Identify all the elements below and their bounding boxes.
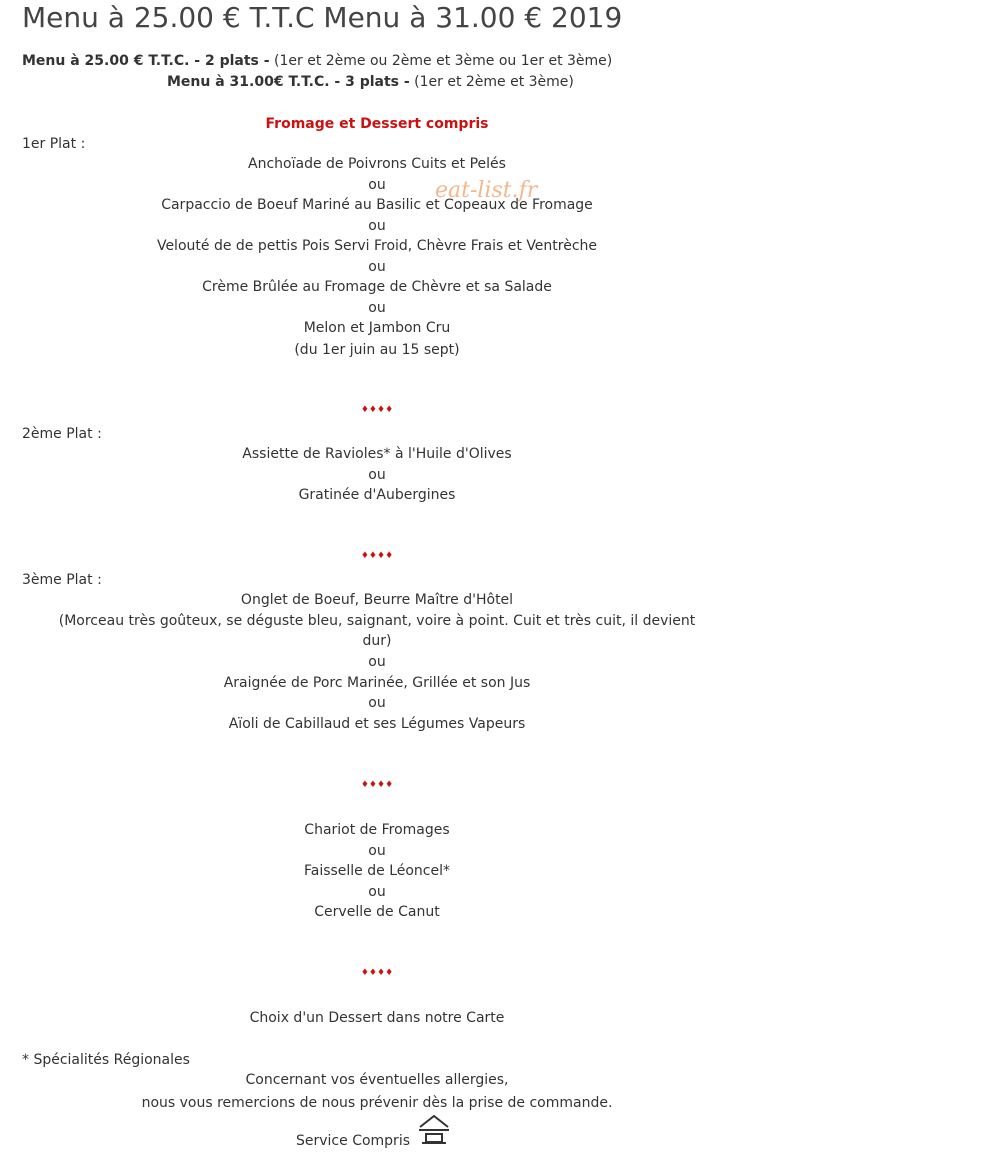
plat1-note: (du 1er juin au 15 sept) bbox=[294, 342, 460, 358]
or-text: ou bbox=[368, 654, 386, 670]
plat1-item: Anchoïade de Poivrons Cuits et Pelés bbox=[248, 156, 506, 172]
menu-31-price: Menu à 31.00€ T.T.C. - 3 plats - bbox=[167, 74, 410, 90]
plat1-label: 1er Plat : bbox=[22, 136, 86, 152]
or-text: ou bbox=[368, 843, 386, 859]
or-text: ou bbox=[368, 300, 386, 316]
specialites-note: * Spécialités Régionales bbox=[22, 1052, 190, 1068]
separator-diamonds: ♦♦♦♦ bbox=[360, 780, 394, 790]
watermark: eat-list.fr bbox=[435, 178, 538, 203]
or-text: ou bbox=[368, 467, 386, 483]
allergies-line: nous vous remercions de nous prévenir dès la prise de commande. bbox=[141, 1095, 613, 1111]
menu-31-line bbox=[167, 72, 574, 92]
plat2-item: Gratinée d'Aubergines bbox=[298, 487, 456, 503]
cheese-item: Chariot de Fromages bbox=[304, 822, 450, 838]
service-compris: Service Compris bbox=[296, 1133, 410, 1149]
dessert-text: Choix d'un Dessert dans notre Carte bbox=[249, 1010, 505, 1026]
page-title: Menu à 25.00 € T.T.C Menu à 31.00 € 2019 bbox=[22, 1, 623, 34]
plat3-note: (Morceau très goûteux, se déguste bleu, saignant, voire à point. Cuit et très cuit, il devient bbox=[58, 613, 696, 629]
plat1-item: Velouté de de pettis Pois Servi Froid, Chèvre Frais et Ventrèche bbox=[156, 238, 598, 254]
plat3-item: Aïoli de Cabillaud et ses Légumes Vapeurs bbox=[228, 716, 526, 732]
or-text: ou bbox=[368, 218, 386, 234]
or-text: ou bbox=[368, 259, 386, 275]
separator-diamonds: ♦♦♦♦ bbox=[360, 551, 394, 561]
separator-diamonds: ♦♦♦♦ bbox=[360, 968, 394, 978]
menu-25-details: (1er et 2ème ou 2ème et 3ème ou 1er et 3ème) bbox=[269, 53, 613, 69]
plat1-item: Melon et Jambon Cru bbox=[303, 320, 451, 336]
plat3-item: Onglet de Boeuf, Beurre Maître d'Hôtel bbox=[240, 592, 514, 608]
cheese-item: Cervelle de Canut bbox=[314, 904, 440, 920]
separator-diamonds: ♦♦♦♦ bbox=[360, 405, 394, 415]
allergies-line: Concernant vos éventuelles allergies, bbox=[245, 1072, 509, 1088]
or-text: ou bbox=[368, 177, 386, 193]
plat3-note: dur) bbox=[362, 633, 392, 649]
house-logo-icon bbox=[416, 1113, 452, 1145]
cheese-item: Faisselle de Léoncel* bbox=[303, 863, 451, 879]
plat2-item: Assiette de Ravioles* à l'Huile d'Olives bbox=[242, 446, 512, 462]
menu-25-price: Menu à 25.00 € T.T.C. - 2 plats - bbox=[22, 53, 270, 69]
menu-31-details: (1er et 2ème et 3ème) bbox=[409, 74, 574, 90]
menu-25-line bbox=[22, 51, 612, 71]
plat1-item: Carpaccio de Boeuf Mariné au Basilic et Copeaux de Fromage bbox=[161, 197, 593, 213]
plat2-label: 2ème Plat : bbox=[22, 426, 102, 442]
or-text: ou bbox=[368, 695, 386, 711]
plat3-label: 3ème Plat : bbox=[22, 572, 102, 588]
or-text: ou bbox=[368, 884, 386, 900]
plat3-item: Araignée de Porc Marinée, Grillée et son Jus bbox=[223, 675, 531, 691]
included-note: Fromage et Dessert compris bbox=[265, 116, 489, 132]
plat1-item: Crème Brûlée au Fromage de Chèvre et sa Salade bbox=[202, 279, 552, 295]
